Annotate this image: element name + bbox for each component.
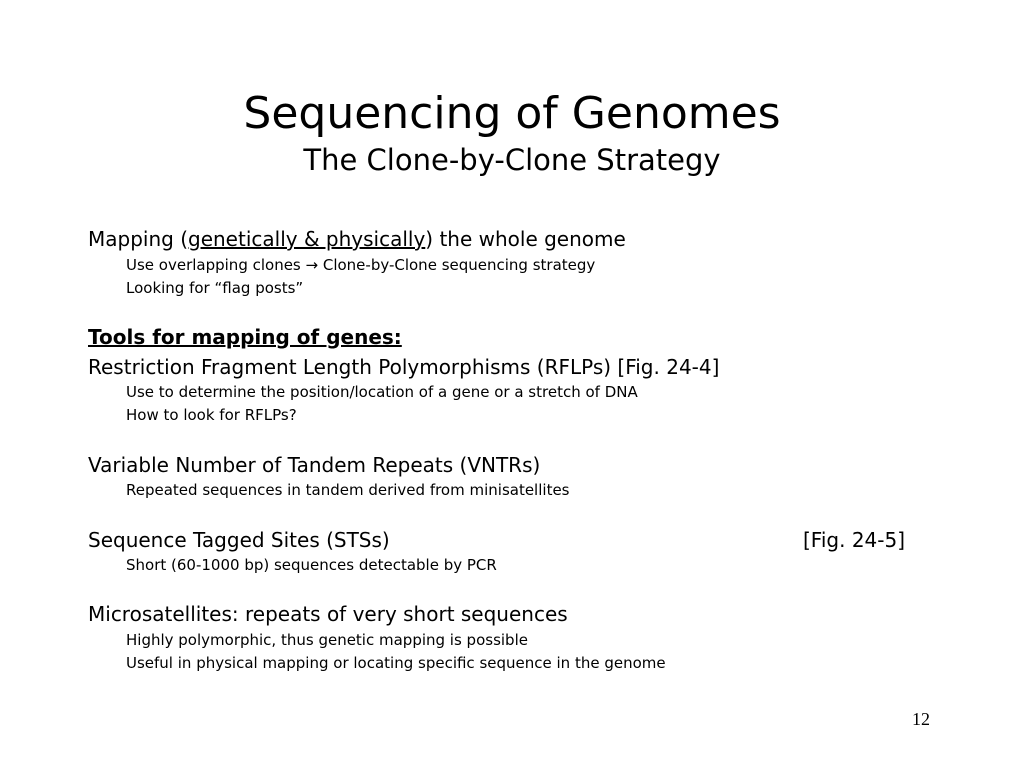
- slide-subtitle: The Clone-by-Clone Strategy: [303, 143, 721, 177]
- vntr-sub-1: Repeated sequences in tandem derived from minisatellites: [126, 481, 570, 499]
- microsatellites-sub-2: Useful in physical mapping or locating specific sequence in the genome: [126, 654, 666, 672]
- rflp-line: Restriction Fragment Length Polymorphisms (RFLPs) [Fig. 24-4]: [88, 355, 720, 379]
- microsatellites-line: Microsatellites: repeats of very short sequences: [88, 602, 568, 626]
- mapping-underlined: genetically & physically: [188, 227, 426, 251]
- rflp-sub-1: Use to determine the position/location of a gene or a stretch of DNA: [126, 383, 638, 401]
- sts-fig-ref: [Fig. 24-5]: [803, 528, 906, 552]
- mapping-sub-2: Looking for “flag posts”: [126, 279, 304, 297]
- microsatellites-sub-1: Highly polymorphic, thus genetic mapping is possible: [126, 631, 528, 649]
- mapping-line: [88, 226, 626, 252]
- mapping-prefix: Mapping (: [88, 227, 188, 251]
- sts-line: Sequence Tagged Sites (STSs): [88, 528, 390, 552]
- slide-title: Sequencing of Genomes: [243, 88, 781, 139]
- sts-sub-1: Short (60-1000 bp) sequences detectable by PCR: [126, 556, 497, 574]
- mapping-sub-1: Use overlapping clones → Clone-by-Clone sequencing strategy: [126, 256, 596, 274]
- page-number: 12: [912, 709, 930, 729]
- rflp-sub-2: How to look for RFLPs?: [126, 406, 297, 424]
- tools-heading: Tools for mapping of genes:: [88, 325, 402, 349]
- mapping-suffix: ) the whole genome: [425, 227, 626, 251]
- vntr-line: Variable Number of Tandem Repeats (VNTRs): [88, 453, 541, 477]
